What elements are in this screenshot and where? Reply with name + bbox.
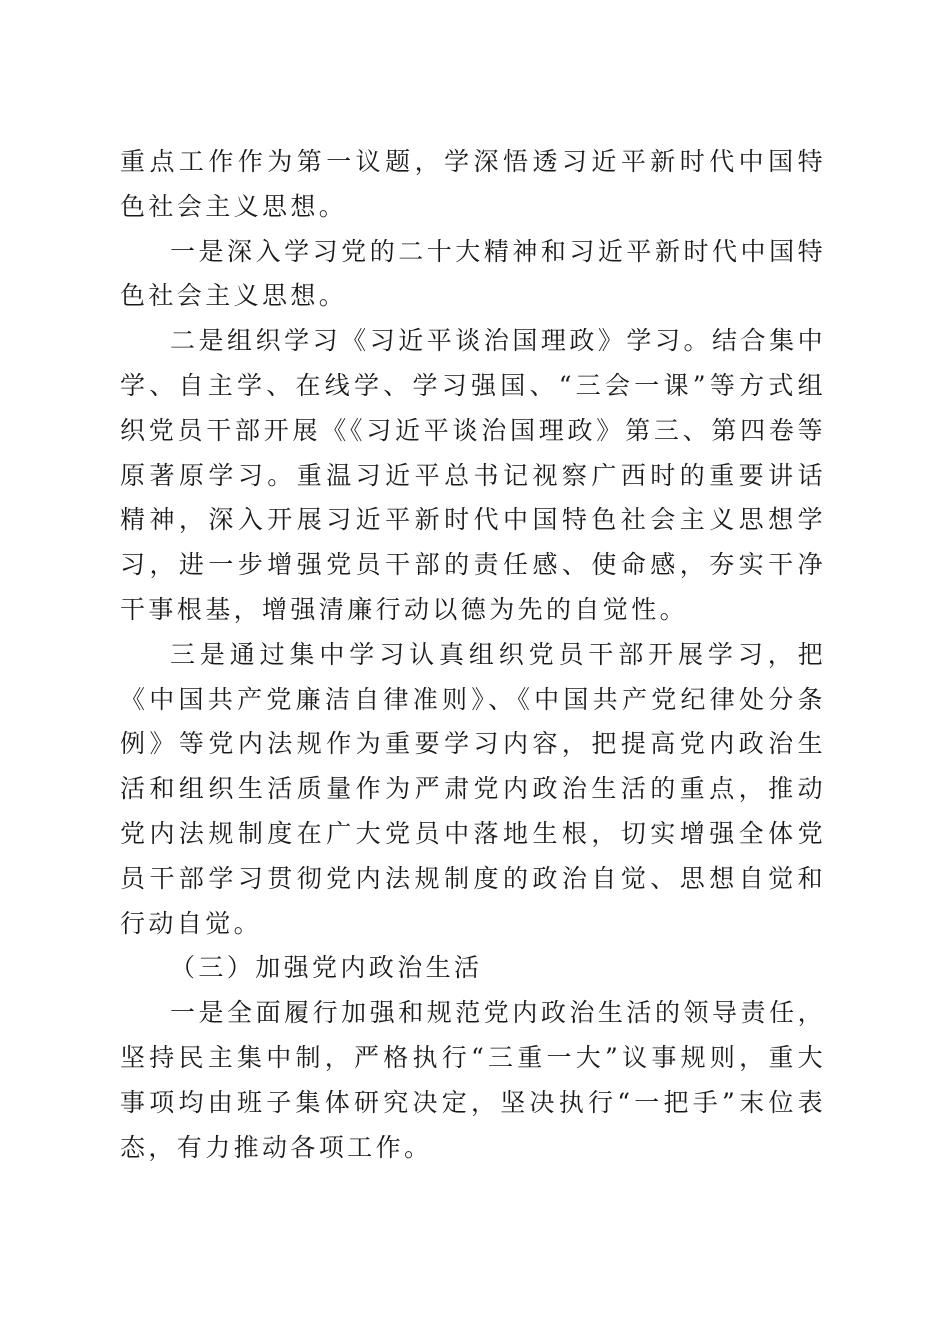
paragraph-section-three-item-one: 一是全面履行加强和规范党内政治生活的领导责任，坚持民主集中制，严格执行“三重一大”议事规则，重大事项均由班子集体研究决定，坚决执行“一把手”末位表态，有力推动各项工作。 bbox=[120, 998, 826, 1162]
paragraph-item-three: 三是通过集中学习认真组织党员干部开展学习，把《中国共产党廉洁自律准则》、《中国共产党纪律处分条例》等党内法规作为重要学习内容，把提高党内政治生活和组织生活质量作为严肃党内政治生活的重点，推动党内法规制度在广大党员中落地生根，切实增强全体党员干部学习贯彻党内法规制度的政治自觉、思想自觉和行动自觉。 bbox=[120, 639, 826, 938]
paragraph-continuation: 重点工作作为第一议题，学深悟透习近平新时代中国特色社会主义思想。 bbox=[120, 147, 826, 221]
paragraph-item-two: 二是组织学习《习近平谈治国理政》学习。结合集中学、自主学、在线学、学习强国、“三会一课”等方式组织党员干部开展《《习近平谈治国理政》第三、第四卷等原著原学习。重温习近平总书记视察广西时的重要讲话精神，深入开展习近平新时代中国特色社会主义思想学习，进一步增强党员干部的责任感、使命感，夯实干净干事根基，增强清廉行动以德为先的自觉性。 bbox=[120, 326, 826, 624]
document-body bbox=[120, 140, 826, 1170]
section-heading: （三）加强党内政治生活 bbox=[170, 953, 483, 983]
paragraph-item-one: 一是深入学习党的二十大精神和习近平新时代中国特色社会主义思想。 bbox=[120, 236, 826, 311]
